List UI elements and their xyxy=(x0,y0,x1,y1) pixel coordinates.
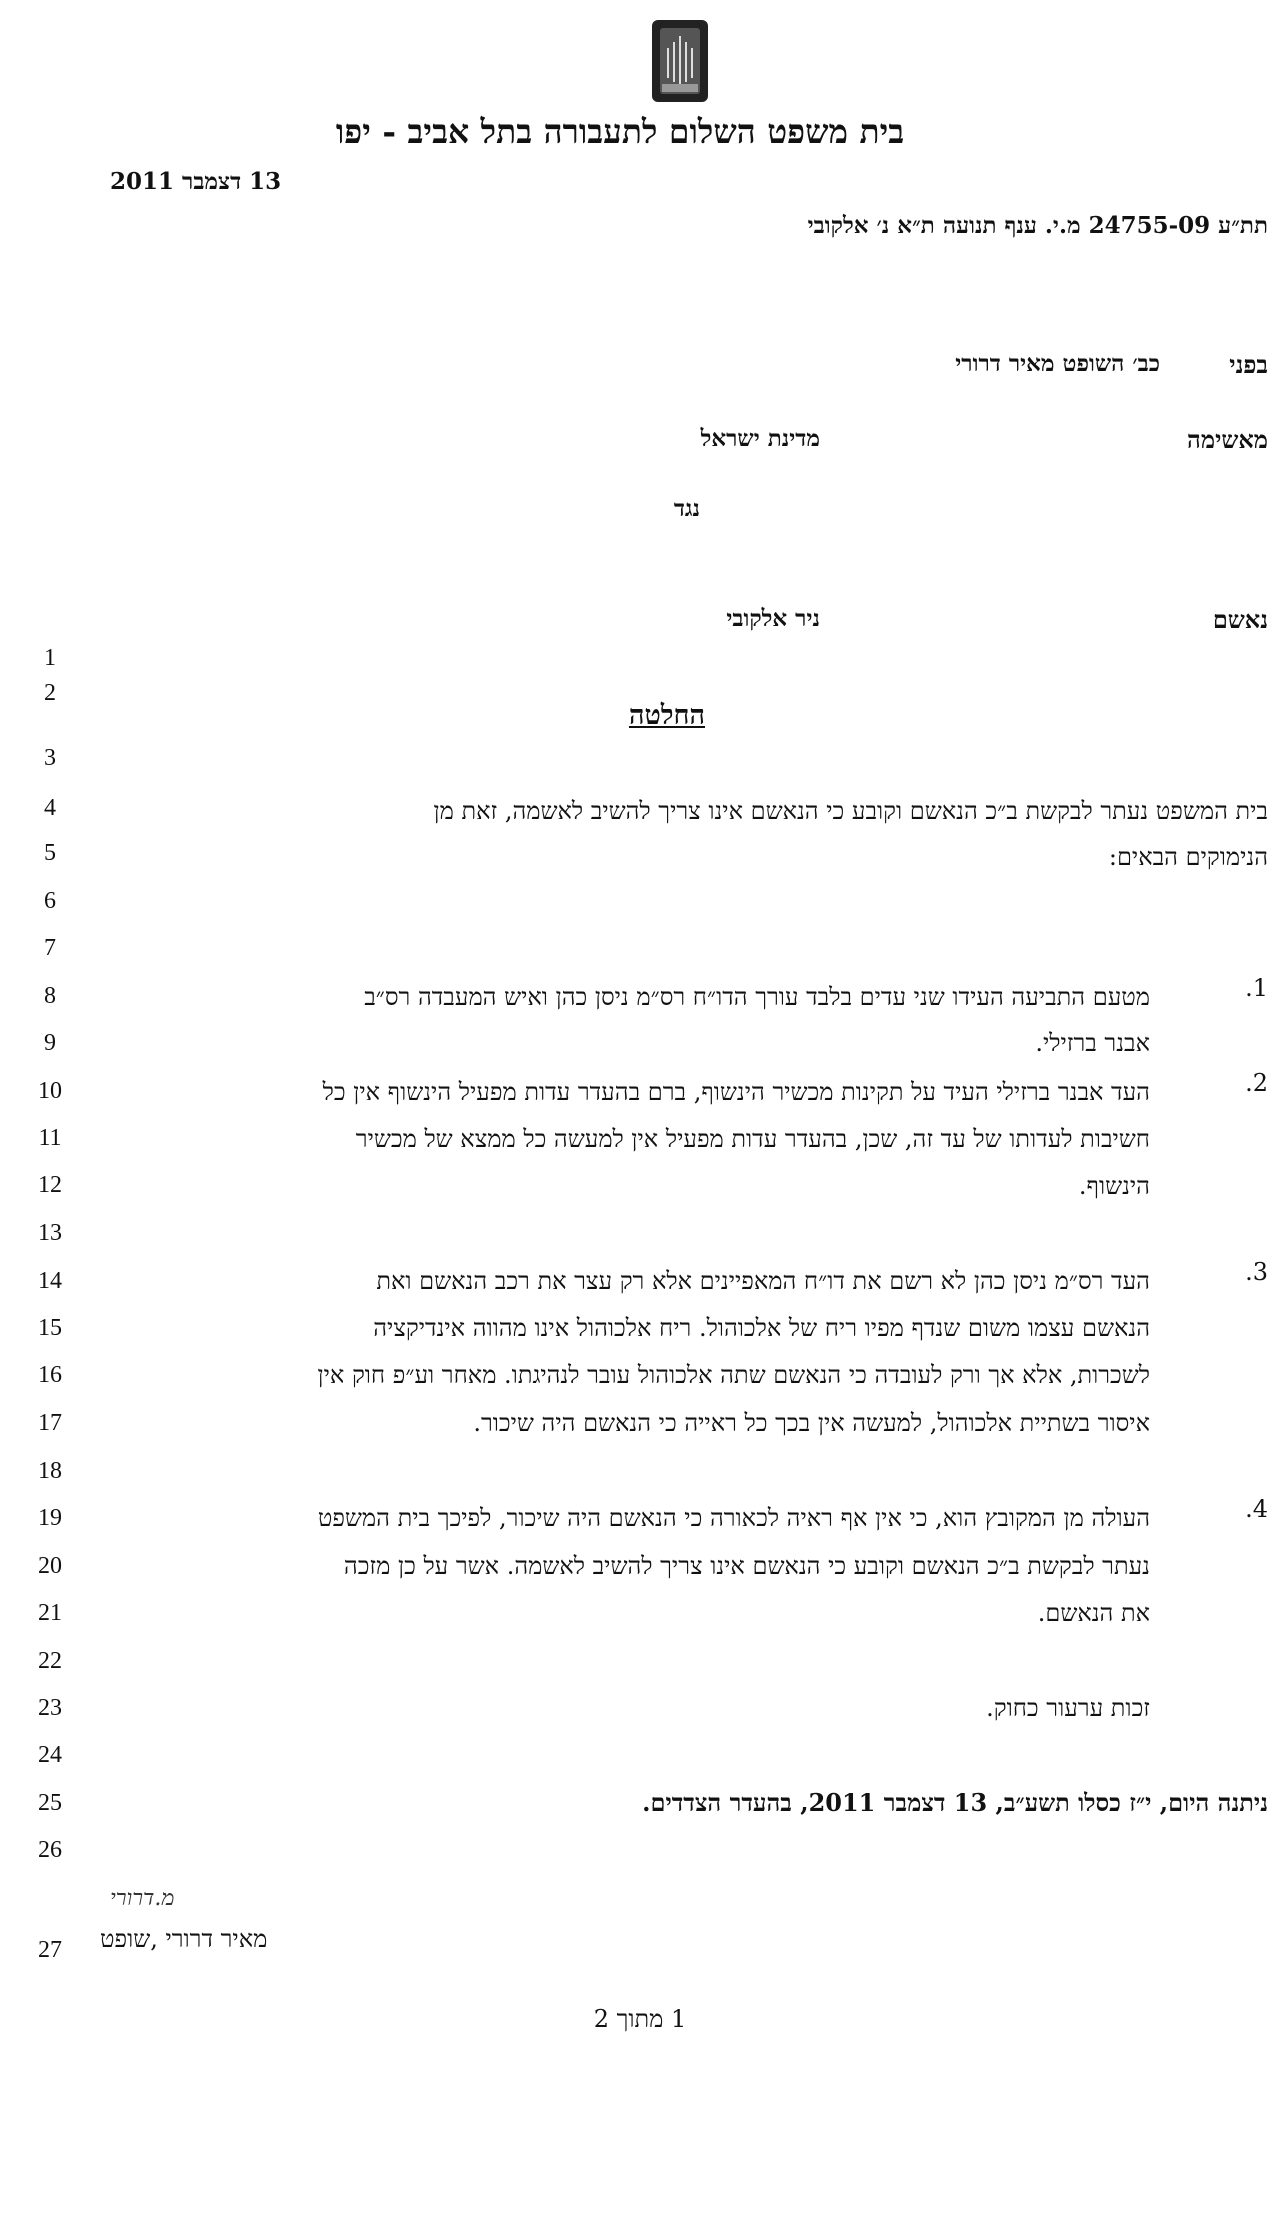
body-line: אבנר ברזילי. xyxy=(1035,1029,1150,1057)
line-number: 24 xyxy=(38,1742,62,1768)
body-line: העד אבנר ברזילי העיד על תקינות מכשיר הינשוף, ברם בהעדר עדות מפעיל הינשוף אין כל xyxy=(322,1078,1150,1106)
plaintiff-value: מדינת ישראל xyxy=(700,425,820,452)
line-number: 12 xyxy=(38,1172,62,1198)
line-number: 13 xyxy=(38,1220,62,1246)
page-number: 1 מתוך 2 xyxy=(593,2005,687,2033)
defendant-label: נאשם xyxy=(1212,605,1268,634)
line-number: 20 xyxy=(38,1553,62,1579)
body-line: בית המשפט נעתר לבקשת ב״כ הנאשם וקובע כי הנאשם אינו צריך להשיב לאשמה, זאת מן xyxy=(433,797,1268,825)
before-value: כב׳ השופט מאיר דרורי xyxy=(955,350,1160,377)
line-number: 16 xyxy=(38,1362,62,1388)
defendant-value: ניר אלקובי xyxy=(726,605,820,632)
body-line: לשכרות, אלא אך ורק לעובדה כי הנאשם שתה אלכוהול עובר לנהיגתו. מאחר וע״פ חוק אין xyxy=(317,1361,1150,1389)
line-number: 27 xyxy=(38,1937,62,1963)
line-number: 21 xyxy=(38,1600,62,1626)
appeal-right: זכות ערעור כחוק. xyxy=(986,1694,1150,1722)
handwritten-signature: מ.דרורי xyxy=(110,1886,175,1911)
line-number: 6 xyxy=(44,888,56,914)
line-number: 19 xyxy=(38,1505,62,1531)
line-number: 22 xyxy=(38,1648,62,1674)
decision-heading: החלטה xyxy=(629,700,705,731)
body-line: הינשוף. xyxy=(1078,1172,1150,1200)
body-line: חשיבות לעדותו של עד זה, שכן, בהעדר עדות מפעיל אין למעשה כל ממצא של מכשיר xyxy=(355,1125,1150,1153)
line-number: 3 xyxy=(44,745,56,771)
line-number: 23 xyxy=(38,1695,62,1721)
line-number: 11 xyxy=(38,1125,62,1151)
line-number: 9 xyxy=(44,1030,56,1056)
before-label: בפני xyxy=(1229,350,1268,379)
body-line: הנאשם עצמו משום שנדף מפיו ריח של אלכוהול. ריח אלכוהול אינו מהווה אינדיקציה xyxy=(373,1314,1150,1342)
body-line: העולה מן המקובץ הוא, כי אין אף ראיה לכאורה כי הנאשם היה שיכור, לפיכך בית המשפט xyxy=(317,1504,1150,1532)
line-number: 26 xyxy=(38,1837,62,1863)
case-line: תת״ע 24755-09 מ.י. ענף תנועה ת״א נ׳ אלקובי xyxy=(807,212,1268,239)
line-number: 8 xyxy=(44,983,56,1009)
item-number: 3. xyxy=(1245,1258,1268,1286)
body-line: נעתר לבקשת ב״כ הנאשם וקובע כי הנאשם אינו צריך להשיב לאשמה. אשר על כן מזכה xyxy=(343,1552,1150,1580)
body-line: איסור בשתיית אלכוהול, למעשה אין בכך כל ראייה כי הנאשם היה שיכור. xyxy=(473,1409,1150,1437)
court-name: בית משפט השלום לתעבורה בתל אביב - יפו xyxy=(335,112,905,151)
line-number: 10 xyxy=(38,1078,62,1104)
judge-signature: מאיר דרורי ,שופט xyxy=(100,1925,268,1953)
line-number: 7 xyxy=(44,935,56,961)
line-number: 1 xyxy=(44,645,56,671)
versus-label: נגד xyxy=(673,495,700,522)
item-number: 2. xyxy=(1245,1069,1268,1097)
body-line: את הנאשם. xyxy=(1037,1599,1150,1627)
line-number: 5 xyxy=(44,840,56,866)
state-emblem-icon xyxy=(648,18,712,110)
line-number: 17 xyxy=(38,1410,62,1436)
line-number: 4 xyxy=(44,795,56,821)
body-line: העד רס״מ ניסן כהן לא רשם את דו״ח המאפיינים אלא רק עצר את רכב הנאשם ואת xyxy=(376,1267,1150,1295)
item-number: 1. xyxy=(1245,974,1268,1002)
decision-date: 13 דצמבר 2011 xyxy=(110,168,282,195)
line-number: 2 xyxy=(44,680,56,706)
body-line: מטעם התביעה העידו שני עדים בלבד עורך הדו״ח רס״מ ניסן כהן ואיש המעבדה רס״ב xyxy=(364,983,1150,1011)
body-line: הנימוקים הבאים: xyxy=(1108,843,1268,871)
plaintiff-label: מאשימה xyxy=(1187,425,1268,454)
item-number: 4. xyxy=(1245,1495,1268,1523)
line-number: 18 xyxy=(38,1458,62,1484)
line-number: 25 xyxy=(38,1790,62,1816)
line-number: 15 xyxy=(38,1315,62,1341)
given-line: ניתנה היום, י״ז כסלו תשע״ב, 13 דצמבר 2011, בהעדר הצדדים. xyxy=(642,1788,1268,1817)
line-number: 14 xyxy=(38,1268,62,1294)
